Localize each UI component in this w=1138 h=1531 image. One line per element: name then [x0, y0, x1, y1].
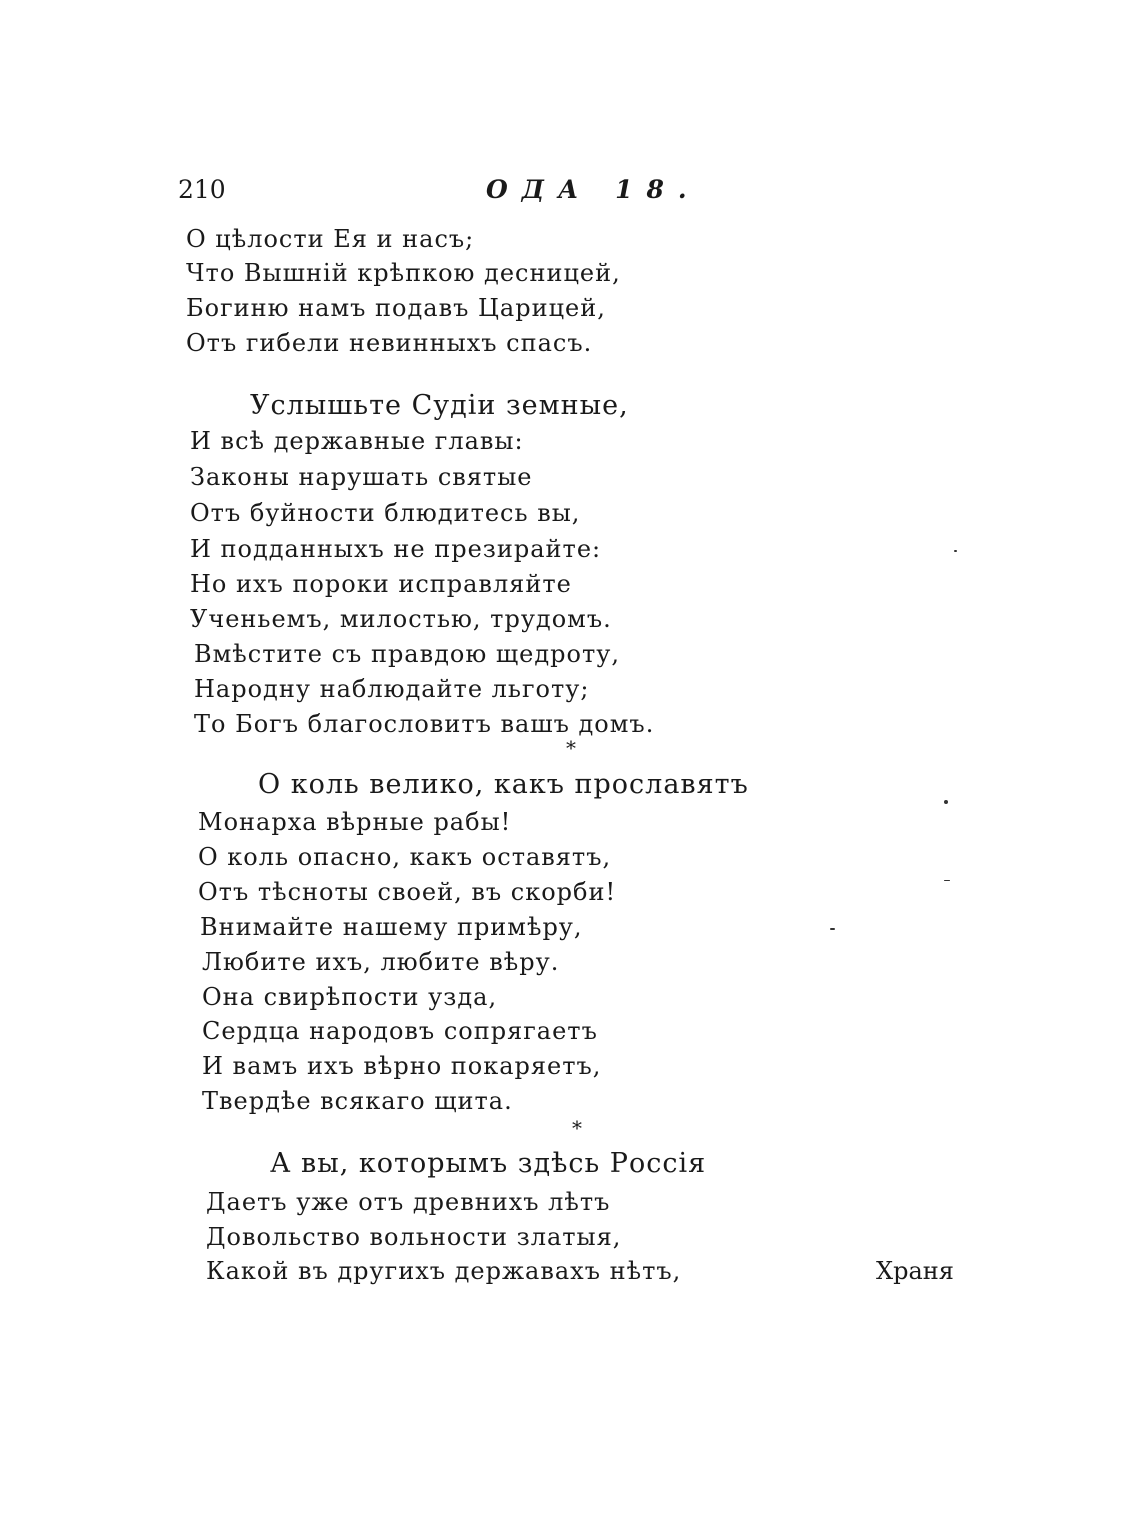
stanza-separator: * — [572, 1116, 582, 1140]
scan-speck — [954, 550, 957, 552]
stanza-4-line-4: Какой въ другихъ державахъ нѣтъ, — [206, 1257, 682, 1285]
stanza-1-line-4: Отъ гибели невинныхъ спасъ. — [186, 329, 593, 357]
stanza-3-line-5: Внимайте нашему примѣру, — [200, 913, 583, 941]
stanza-2-line-10: То Богъ благословитъ вашъ домъ. — [194, 710, 655, 738]
stanza-1-line-1: О цѣлости Ея и насъ; — [186, 225, 475, 253]
stanza-1-line-3: Богиню намъ подавъ Царицей, — [186, 294, 606, 322]
stanza-3-line-10: Твердѣе всякаго щита. — [202, 1087, 513, 1115]
stanza-2-line-6: Но ихъ пороки исправляйте — [190, 570, 572, 598]
stanza-4-line-1: А вы, которымъ здѣсь Россія — [270, 1148, 707, 1179]
scan-speck — [944, 880, 950, 881]
stanza-2-line-8: Вмѣстите съ правдою щедроту, — [194, 640, 621, 668]
stanza-2-line-1: Услышьте Судіи земные, — [250, 390, 629, 421]
stanza-3-line-6: Любите ихъ, любите вѣру. — [202, 948, 560, 976]
stanza-2-line-7: Ученьемъ, милостью, трудомъ. — [190, 605, 612, 633]
stanza-3-line-9: И вамъ ихъ вѣрно покаряетъ, — [202, 1052, 602, 1080]
running-head: ОДА 18. — [486, 175, 701, 204]
page-number: 210 — [178, 175, 226, 204]
stanza-3-line-3: О коль опасно, какъ оставятъ, — [198, 843, 612, 871]
stanza-3-line-7: Она свирѣпости узда, — [202, 983, 498, 1011]
stanza-separator: * — [566, 736, 576, 760]
stanza-2-line-5: И подданныхъ не презирайте: — [190, 535, 602, 563]
stanza-3-line-8: Сердца народовъ сопрягаетъ — [202, 1017, 598, 1045]
stanza-3-line-1: О коль велико, какъ прославятъ — [258, 769, 749, 800]
scan-speck — [944, 800, 948, 804]
stanza-3-line-2: Монарха вѣрные рабы! — [198, 808, 512, 836]
stanza-4-line-3: Довольство вольности златыя, — [206, 1223, 622, 1251]
stanza-4-line-2: Даетъ уже отъ древнихъ лѣтъ — [206, 1188, 611, 1216]
stanza-2-line-4: Отъ буйности блюдитесь вы, — [190, 499, 581, 527]
scan-speck — [830, 928, 835, 930]
stanza-1-line-2: Что Вышній крѣпкою десницей, — [186, 259, 621, 287]
stanza-3-line-4: Отъ тѣсноты своей, въ скорби! — [198, 878, 617, 906]
stanza-2-line-2: И всѣ державные главы: — [190, 427, 524, 455]
stanza-2-line-9: Народну наблюдайте льготу; — [194, 675, 590, 703]
stanza-2-line-3: Законы нарушать святые — [190, 463, 533, 491]
catchword: Храня — [876, 1257, 954, 1285]
